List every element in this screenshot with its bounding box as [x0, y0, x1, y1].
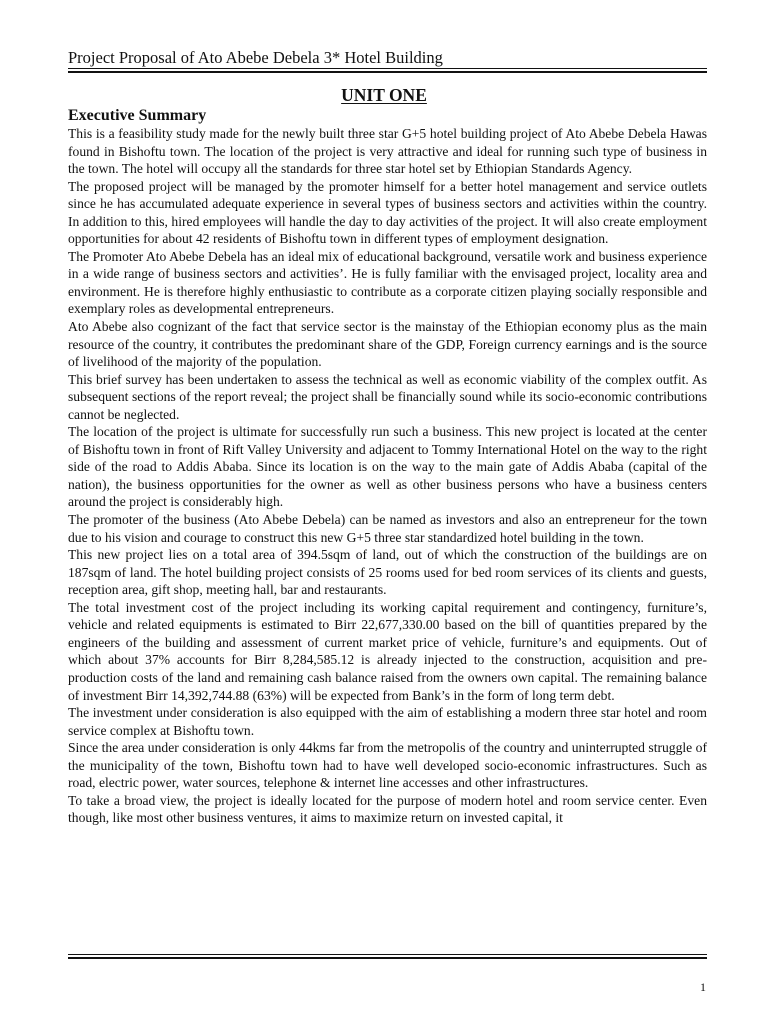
unit-title	[0, 84, 768, 106]
paragraph: The proposed project will be managed by the promoter himself for a better hotel management and service outlets since he has accumulated adequate experience in several types of business sectors and activities within the country. In addition to this, hired employees will handle the day to day activities of the project. It will also create employment opportunities for about 42 residents of Bishoftu town in different types of employment designation.	[68, 178, 707, 247]
paragraph: The investment under consideration is also equipped with the aim of establishing a modern three star hotel and room service complex at Bishoftu town.	[68, 705, 707, 738]
footer-rule	[68, 954, 707, 959]
header-rule	[68, 68, 707, 73]
paragraph: Ato Abebe also cognizant of the fact that service sector is the mainstay of the Ethiopian economy plus as the main resource of the country, it contributes the predominant share of the GDP, Foreign currency earnings and is the source of livelihood of the majority of the population.	[68, 319, 707, 370]
unit-title-text: UNIT ONE	[341, 85, 427, 105]
paragraph: The location of the project is ultimate for successfully run such a business. This new project is located at the center of Bishoftu town in front of Rift Valley University and adjacent to Tommy International Hotel on the way to the right side of the road to Addis Ababa. Since its location is on the way to the main gate of Addis Ababa (capital of the nation), the business opportunities for the owner as well as other business persons who have a business centers around the project is considerably high.	[68, 424, 707, 510]
paragraph: The total investment cost of the project including its working capital requirement and contingency, furniture’s, vehicle and related equipments is estimated to Birr 22,677,330.00 based on the bill of quantities prepared by the engineers of the building and assessment of current market price of vehicle, furniture’s and equipments. Out of which about 37% accounts for Birr 8,284,585.12 is already injected to the construction, acquisition and pre-production costs of the land and remaining cash balance raised from the owners own capital. The remaining balance of investment Birr 14,392,744.88 (63%) will be expected from Bank’s in the form of long term debt.	[68, 599, 707, 703]
paragraph: The Promoter Ato Abebe Debela has an ideal mix of educational background, versatile work and business experience in a wide range of business sectors and activities’. He is fully familiar with the envisaged project, locality area and environment. He is therefore highly enthusiastic to contribute as a corporate citizen playing socially responsible and exemplary roles as developmental entrepreneurs.	[68, 248, 707, 317]
page-number: 1	[700, 980, 706, 994]
paragraph: This is a feasibility study made for the newly built three star G+5 hotel building project of Ato Abebe Debela Hawas found in Bishoftu town. The location of the project is very attractive and ideal for running such type of business in the town. The hotel will occupy all the standards for three star hotel set by Ethiopian Standards Agency.	[68, 126, 707, 177]
paragraph: This brief survey has been undertaken to assess the technical as well as economic viability of the complex outfit. As subsequent sections of the report reveal; the project shall be financially sound while its socio-economic contributions cannot be neglected.	[68, 371, 707, 422]
paragraph: To take a broad view, the project is ideally located for the purpose of modern hotel and room service center. Even though, like most other business ventures, it aims to maximize return on invested capital, it	[68, 792, 707, 826]
section-heading: Executive Summary	[68, 107, 207, 124]
paragraph: Since the area under consideration is only 44kms far from the metropolis of the country and uninterrupted struggle of the municipality of the town, Bishoftu town had to have well developed socio-economic infrastructures. Such as road, electric power, water sources, telephone & internet line accesses and other infrastructures.	[68, 740, 707, 791]
body-text	[68, 125, 707, 827]
paragraph: The promoter of the business (Ato Abebe Debela) can be named as investors and also an entrepreneur for the town due to his vision and courage to construct this new G+5 three star standardized hotel building in the town.	[68, 512, 707, 545]
running-header: Project Proposal of Ato Abebe Debela 3* Hotel Building	[68, 48, 443, 67]
paragraph: This new project lies on a total area of 394.5sqm of land, out of which the construction of the buildings are on 187sqm of land. The hotel building project consists of 25 rooms used for bed room services of its clients and guests, reception area, gift shop, meeting hall, bar and restaurants.	[68, 547, 707, 598]
